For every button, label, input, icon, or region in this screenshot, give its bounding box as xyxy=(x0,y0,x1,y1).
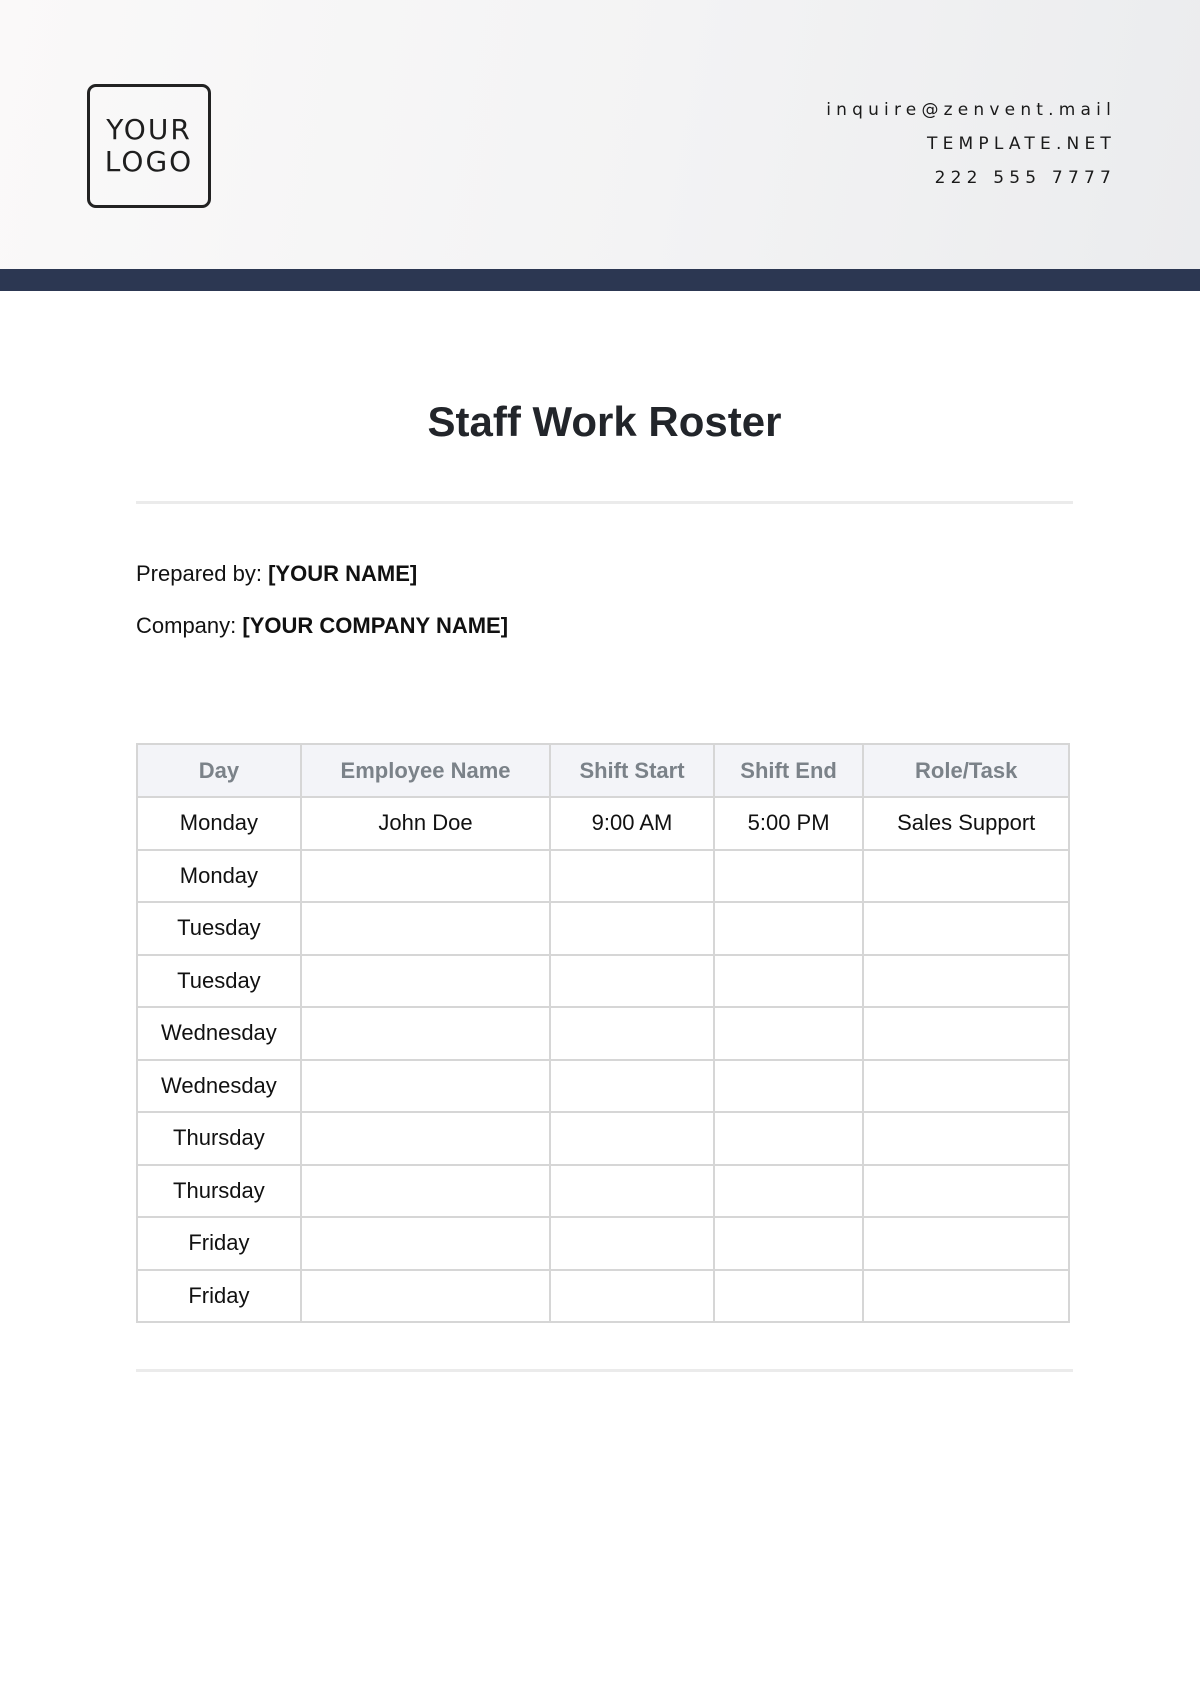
cell-day[interactable]: Friday xyxy=(137,1270,301,1323)
cell-shift-end[interactable] xyxy=(714,1165,864,1218)
logo-placeholder xyxy=(87,84,211,208)
contact-block xyxy=(826,97,1116,199)
cell-role-task[interactable]: Sales Support xyxy=(863,797,1069,850)
cell-role-task[interactable] xyxy=(863,850,1069,903)
roster-table xyxy=(136,743,1070,1323)
cell-day[interactable]: Monday xyxy=(137,850,301,903)
cell-role-task[interactable] xyxy=(863,1165,1069,1218)
cell-role-task[interactable] xyxy=(863,1270,1069,1323)
cell-employee-name[interactable] xyxy=(301,1007,550,1060)
cell-day[interactable]: Wednesday xyxy=(137,1007,301,1060)
cell-shift-end[interactable] xyxy=(714,1060,864,1113)
cell-shift-start[interactable] xyxy=(550,902,714,955)
cell-shift-start[interactable]: 9:00 AM xyxy=(550,797,714,850)
cell-employee-name[interactable] xyxy=(301,1060,550,1113)
cell-role-task[interactable] xyxy=(863,902,1069,955)
company-value: [YOUR COMPANY NAME] xyxy=(242,613,509,638)
cell-day[interactable]: Monday xyxy=(137,797,301,850)
table-row xyxy=(137,1217,1069,1270)
cell-role-task[interactable] xyxy=(863,955,1069,1008)
cell-role-task[interactable] xyxy=(863,1007,1069,1060)
cell-employee-name[interactable] xyxy=(301,955,550,1008)
cell-shift-end[interactable] xyxy=(714,1217,864,1270)
cell-shift-end[interactable] xyxy=(714,902,864,955)
table-row xyxy=(137,1270,1069,1323)
cell-employee-name[interactable] xyxy=(301,1217,550,1270)
cell-employee-name[interactable] xyxy=(301,902,550,955)
cell-shift-start[interactable] xyxy=(550,955,714,1008)
cell-role-task[interactable] xyxy=(863,1060,1069,1113)
cell-shift-start[interactable] xyxy=(550,1217,714,1270)
table-row xyxy=(137,797,1069,850)
table-row xyxy=(137,850,1069,903)
logo-line-2: LOGO xyxy=(104,145,194,178)
prepared-by-value: [YOUR NAME] xyxy=(268,561,418,586)
table-header-row xyxy=(137,744,1069,797)
cell-shift-start[interactable] xyxy=(550,850,714,903)
cell-day[interactable]: Thursday xyxy=(137,1165,301,1218)
contact-website[interactable]: TEMPLATE.NET xyxy=(927,134,1116,154)
cell-employee-name[interactable] xyxy=(301,1270,550,1323)
cell-shift-end[interactable] xyxy=(714,955,864,1008)
column-header-shift-end: Shift End xyxy=(714,744,864,797)
cell-day[interactable]: Tuesday xyxy=(137,955,301,1008)
column-header-day: Day xyxy=(137,744,301,797)
cell-shift-start[interactable] xyxy=(550,1112,714,1165)
table-row xyxy=(137,1060,1069,1113)
cell-day[interactable]: Wednesday xyxy=(137,1060,301,1113)
cell-shift-start[interactable] xyxy=(550,1060,714,1113)
prepared-by-label: Prepared by: xyxy=(136,561,262,586)
logo-line-1: YOUR xyxy=(106,113,192,146)
cell-shift-start[interactable] xyxy=(550,1165,714,1218)
company-label: Company: xyxy=(136,613,237,638)
cell-day[interactable]: Tuesday xyxy=(137,902,301,955)
cell-shift-start[interactable] xyxy=(550,1270,714,1323)
contact-email[interactable]: inquire@zenvent.mail xyxy=(826,100,1116,120)
cell-shift-end[interactable] xyxy=(714,1007,864,1060)
cell-day[interactable]: Friday xyxy=(137,1217,301,1270)
contact-phone: 222 555 7777 xyxy=(934,168,1116,188)
cell-role-task[interactable] xyxy=(863,1112,1069,1165)
cell-shift-start[interactable] xyxy=(550,1007,714,1060)
cell-employee-name[interactable]: John Doe xyxy=(301,797,550,850)
cell-shift-end[interactable]: 5:00 PM xyxy=(714,797,864,850)
cell-employee-name[interactable] xyxy=(301,1165,550,1218)
table-row xyxy=(137,902,1069,955)
header-accent-bar xyxy=(0,269,1200,291)
table-row xyxy=(137,955,1069,1008)
cell-employee-name[interactable] xyxy=(301,850,550,903)
company-line xyxy=(136,613,508,639)
page-title: Staff Work Roster xyxy=(427,398,782,445)
title-divider xyxy=(136,501,1073,504)
cell-employee-name[interactable] xyxy=(301,1112,550,1165)
cell-shift-end[interactable] xyxy=(714,1270,864,1323)
column-header-role-task: Role/Task xyxy=(863,744,1069,797)
cell-shift-end[interactable] xyxy=(714,850,864,903)
letterhead xyxy=(0,0,1200,269)
table-row xyxy=(137,1165,1069,1218)
cell-role-task[interactable] xyxy=(863,1217,1069,1270)
table-row xyxy=(137,1007,1069,1060)
cell-shift-end[interactable] xyxy=(714,1112,864,1165)
footer-divider xyxy=(136,1369,1073,1372)
table-row xyxy=(137,1112,1069,1165)
column-header-shift-start: Shift Start xyxy=(550,744,714,797)
column-header-employee-name: Employee Name xyxy=(301,744,550,797)
cell-day[interactable]: Thursday xyxy=(137,1112,301,1165)
prepared-by-line xyxy=(136,561,417,587)
